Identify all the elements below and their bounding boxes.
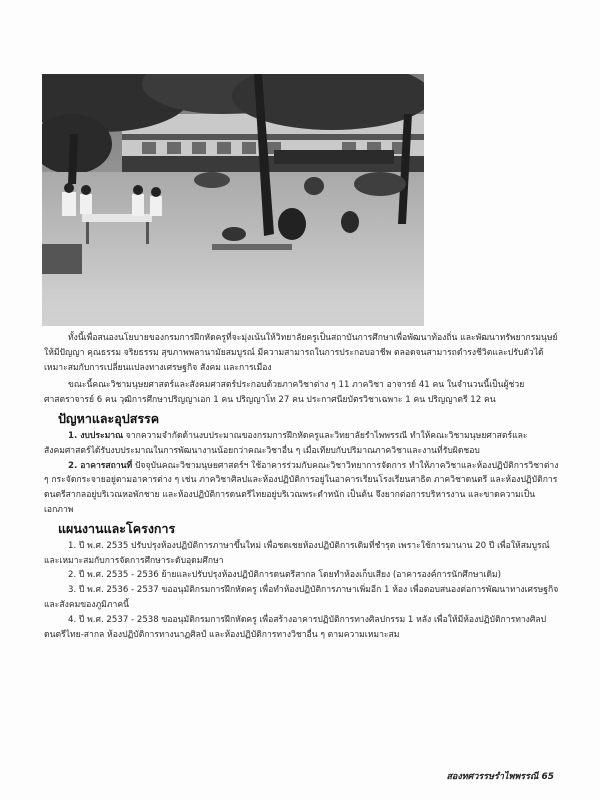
problems-heading: ปัญหาและอุปสรรค <box>58 410 160 426</box>
problem-item-building <box>44 459 562 518</box>
plan-item: 3. ปี พ.ศ. 2536 - 2537 ขออนุมัติกรมการฝึกหัดครู เพื่อทำห้องปฏิบัติการภาษาเพิ่มอีก 1 ห้อง เพื่อตอบสนองต่อการพัฒนาทางเศรษฐกิจและสังคมของภูมิภาคนี้ <box>44 585 559 610</box>
problem-item-budget <box>44 429 562 459</box>
faculty-paragraph: ขณะนี้คณะวิชามนุษยศาสตร์และสังคมศาสตร์ประกอบด้วยภาควิชาต่าง ๆ 11 ภาควิชา อาจารย์ 41 คน ในจำนวนนี้เป็นผู้ช่วยศาสตราจารย์ 6 คน วุฒิการศึกษาปริญญาเอก 1 คน ปริญญาโท 27 คน ประกาศนียบัตรวิชาเฉพาะ 1 คน ปริญญาตรี 12 คน <box>44 380 525 406</box>
problem-item-text: จากความจำกัดด้านงบประมาณของกรมการฝึกหัดครูและวิทยาลัยรำไพพรรณี ทำให้คณะวิชามนุษยศาสตร์และสังคมศาสตร์ได้รับงบประมาณในการพัฒนางานน้อยกว่าคณะวิชาอื่น ๆ เมื่อเทียบกับปริมาณภาควิชาและงานที่รับผิดชอบ <box>44 430 528 456</box>
campus-photo <box>42 74 424 326</box>
plan-item: 1. ปี พ.ศ. 2535 ปรับปรุงห้องปฏิบัติการภาษาขึ้นใหม่ เพื่อชดเชยห้องปฏิบัติการเดิมที่ชำรุด เพราะใช้การมานาน 20 ปี เพื่อให้สมบูรณ์และเหมาะสมกับการจัดการศึกษาระดับอุดมศึกษา <box>44 540 550 566</box>
plan-item: 2. ปี พ.ศ. 2535 - 2536 ย้ายและปรับปรุงห้องปฏิบัติการดนตรีสากล โดยทำห้องเก็บเสียง (อาคารองค์การนักศึกษาเดิม) <box>68 570 501 581</box>
campus-photo-image <box>42 74 424 326</box>
body-text <box>44 331 562 642</box>
plan-item: 4. ปี พ.ศ. 2537 - 2538 ขออนุมัติกรมการฝึกหัดครู เพื่อสร้างอาคารปฏิบัติการทางศิลปกรรม 1 หลัง เพื่อให้มีห้องปฏิบัติการทางศิลป ดนตรีไทย-สากล ห้องปฏิบัติการทางนาฏศิลป์ และห้องปฏิบัติการทางวิชาอื่น ๆ ตามความเหมาะสม <box>44 614 547 640</box>
problem-item-text: ปัจจุบันคณะวิชามนุษยศาสตร์ฯ ใช้อาคารร่วมกับคณะวิชาวิทยาการจัดการ ทำให้ภาควิชาและห้องปฏิบัติการวิชาต่าง ๆ กระจัดกระจายอยู่ตามอาคารต่าง ๆ เช่น ภาควิชาศิลปและห้องปฏิบัติการอยู่ในอาคารเรียนโรงเรียนสาธิต ภาควิชาดนตรี และห้องปฏิบัติการดนตรีสากลอยู่บริเวณหอพักชาย และห้องปฏิบัติการดนตรีไทยอยู่บริเวณพระตำหนัก เป็นต้น จึงยากต่อการบริหารงาน และขาดความเป็นเอกภาพ <box>44 460 559 515</box>
problem-item-label: 2. อาคารสถานที่ <box>68 460 133 471</box>
intro-paragraph: ทั้งนี้เพื่อสนองนโยบายของกรมการฝึกหัดครูที่จะมุ่งเน้นให้วิทยาลัยครูเป็นสถาบันการศึกษาเพื่อพัฒนาท้องถิ่น และพัฒนาทรัพยากรมนุษย์ให้มีปัญญา คุณธรรม จริยธรรม สุขภาพพลานามัยสมบูรณ์ มีความสามารถในการประกอบอาชีพ ตลอดจนสามารถดำรงชีวิตและปรับตัวได้เหมาะสมกับการเปลี่ยนแปลงทางเศรษฐกิจ สังคม และการเมือง <box>44 333 558 373</box>
plans-heading: แผนงานและโครงการ <box>58 520 176 536</box>
problem-item-label: 1. งบประมาณ <box>68 430 124 441</box>
page-footer: สองทศวรรษรำไพพรรณี 65 <box>446 772 554 782</box>
